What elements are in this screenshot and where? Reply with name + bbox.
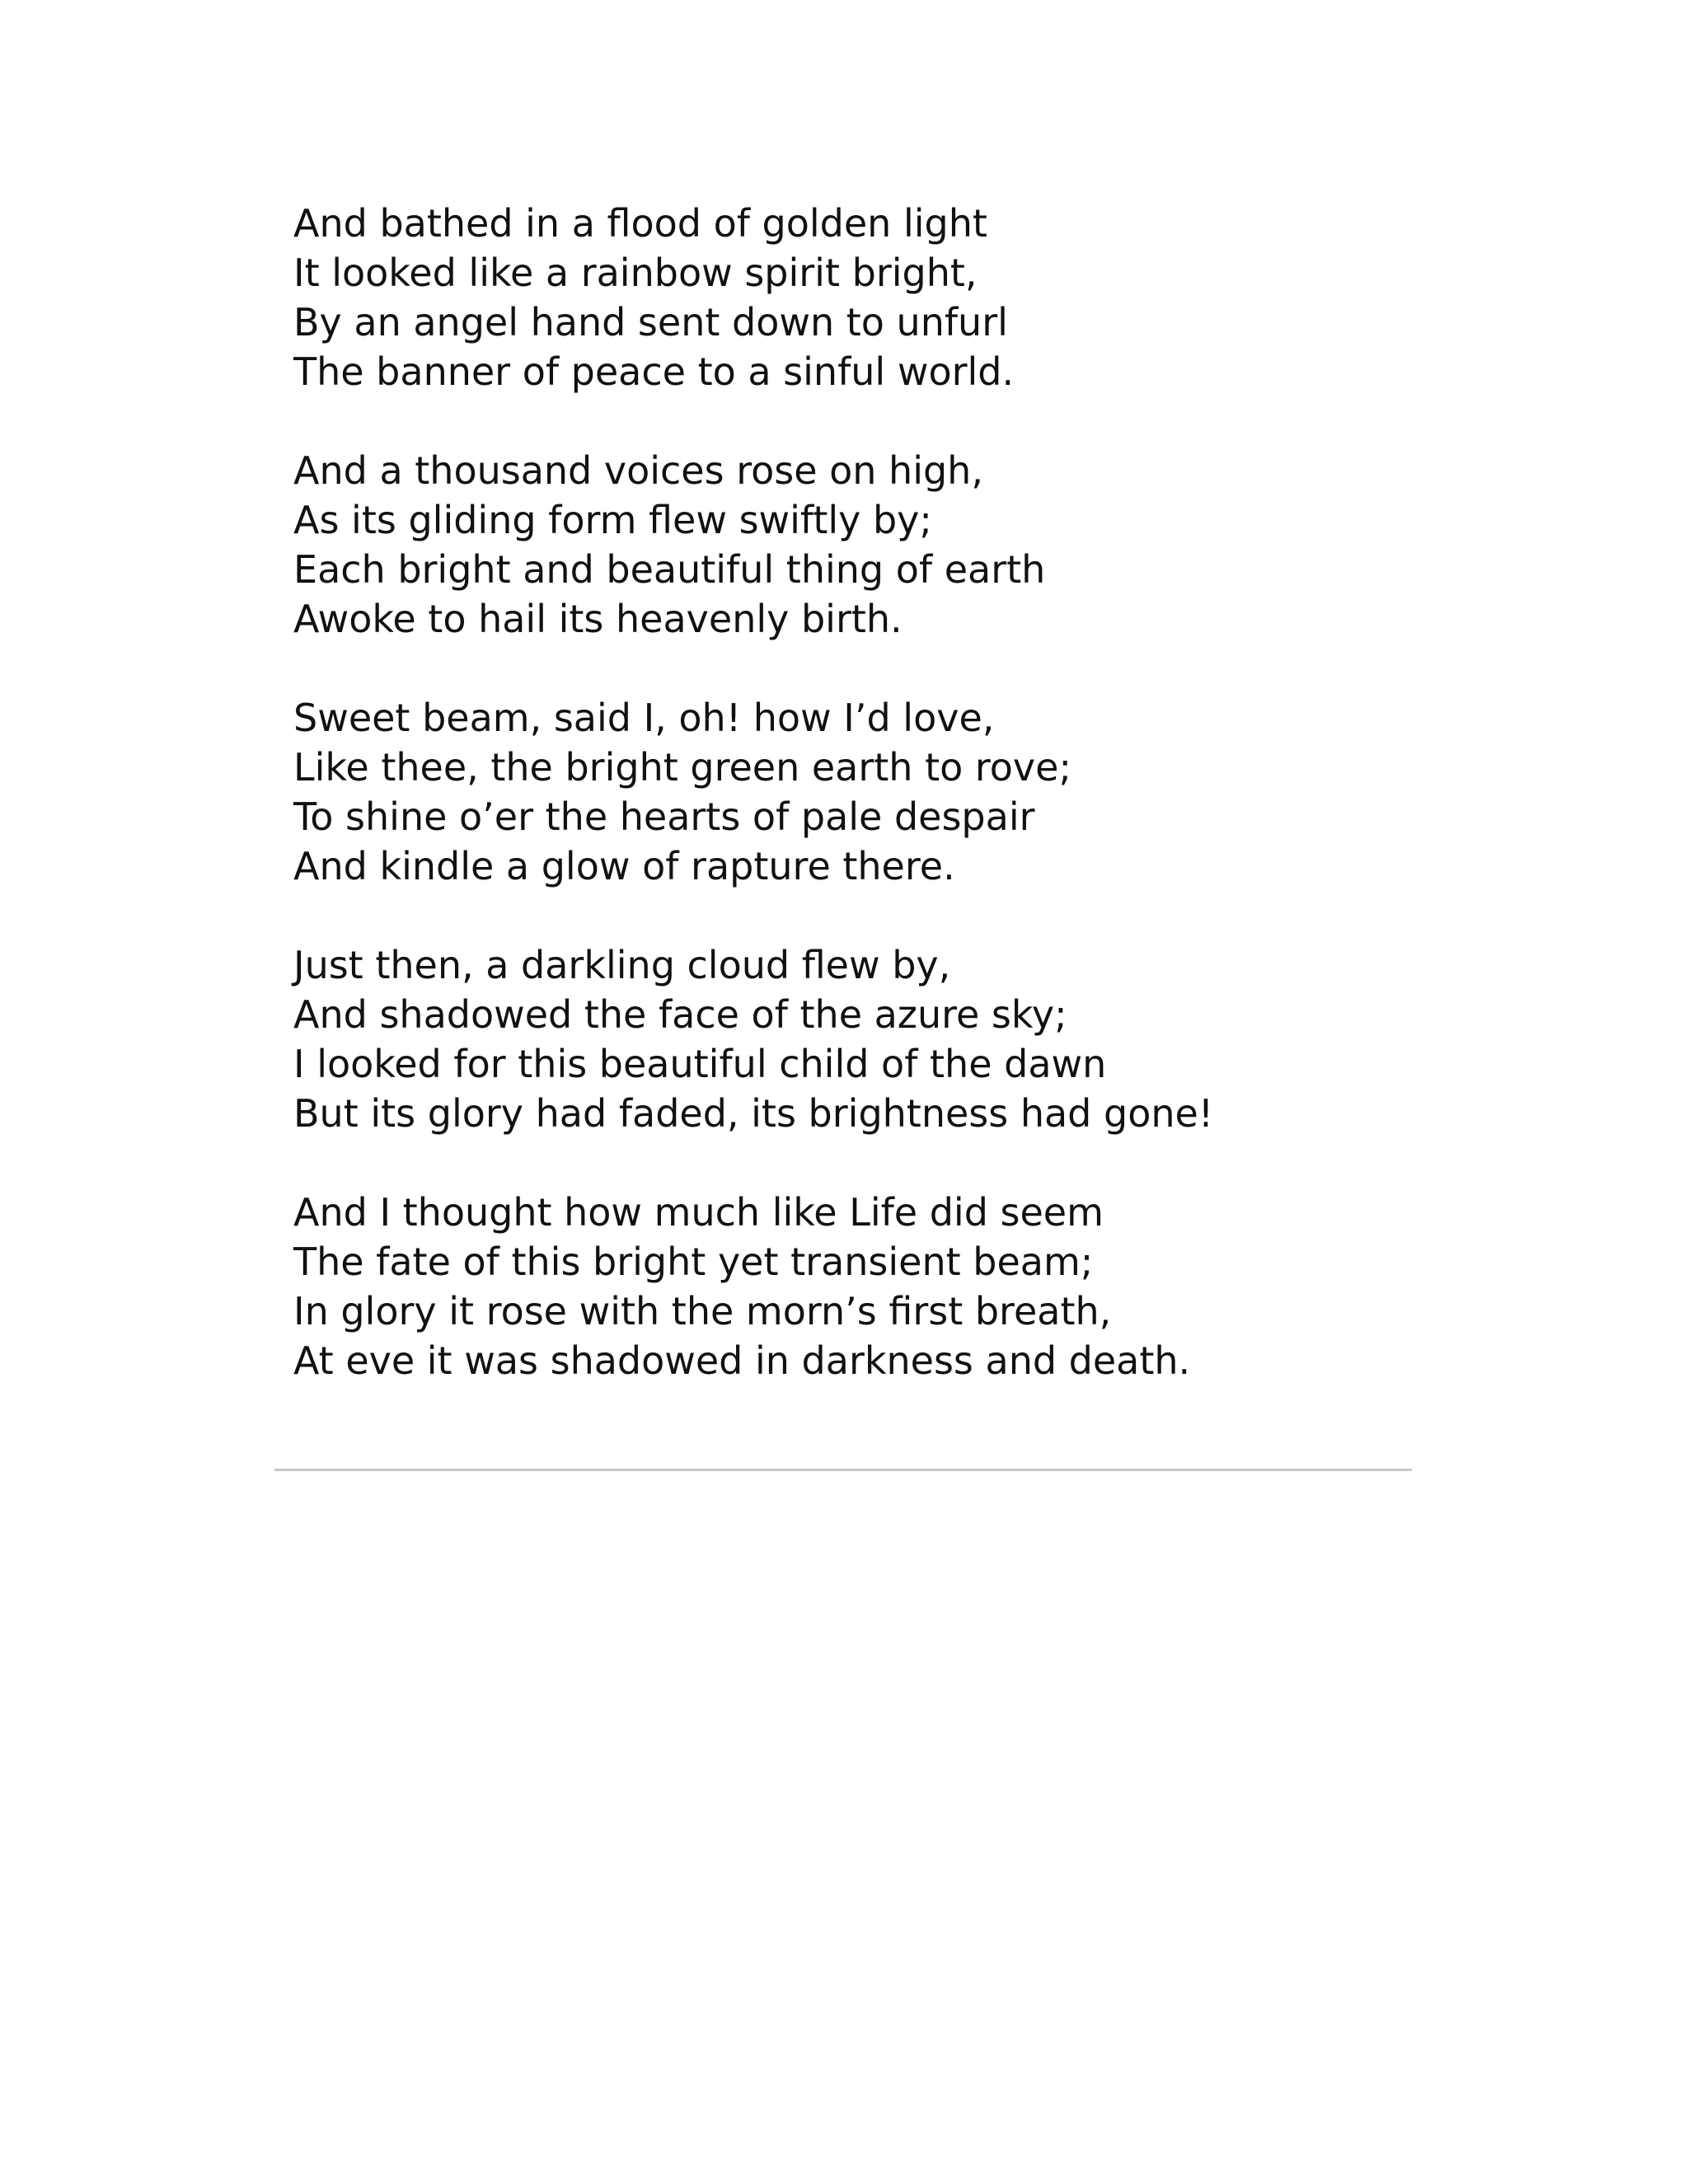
poem-line: Awoke to hail its heavenly birth. (293, 597, 903, 641)
poem-line: To shine o’er the hearts of pale despair (293, 794, 1035, 839)
poem-line: And bathed in a flood of golden light (293, 201, 987, 246)
stanza-2 (293, 446, 1530, 644)
stanza-4 (293, 940, 1530, 1138)
poem-line: The fate of this bright yet transient beam; (293, 1240, 1094, 1284)
stanza-5 (293, 1188, 1530, 1385)
poem-line: And kindle a glow of rapture there. (293, 844, 955, 888)
poem-line: And I thought how much like Life did seem (293, 1190, 1104, 1235)
poem-line: At eve it was shadowed in darkness and death. (293, 1338, 1191, 1383)
poem-body (293, 199, 1530, 1435)
poem-line: And a thousand voices rose on high, (293, 448, 983, 493)
poem-line: And shadowed the face of the azure sky; (293, 992, 1067, 1037)
poem-line: The banner of peace to a sinful world. (293, 349, 1015, 394)
horizontal-divider (274, 1469, 1412, 1471)
poem-line: As its gliding form flew swiftly by; (293, 498, 932, 542)
poem-line: But its glory had faded, its brightness had gone! (293, 1091, 1214, 1136)
poem-line: Like thee, the bright green earth to rove; (293, 745, 1071, 790)
poem-line: By an angel hand sent down to unfurl (293, 300, 1008, 344)
poem-line: I looked for this beautiful child of the dawn (293, 1042, 1107, 1086)
poem-line: It looked like a rainbow spirit bright, (293, 251, 978, 295)
poem-line: Just then, a darkling cloud flew by, (293, 943, 951, 987)
poem-line: In glory it rose with the morn’s first breath, (293, 1289, 1112, 1333)
stanza-3 (293, 693, 1530, 891)
poem-line: Sweet beam, said I, oh! how I’d love, (293, 696, 995, 740)
poem-line: Each bright and beautiful thing of earth (293, 547, 1046, 592)
stanza-1 (293, 199, 1530, 396)
